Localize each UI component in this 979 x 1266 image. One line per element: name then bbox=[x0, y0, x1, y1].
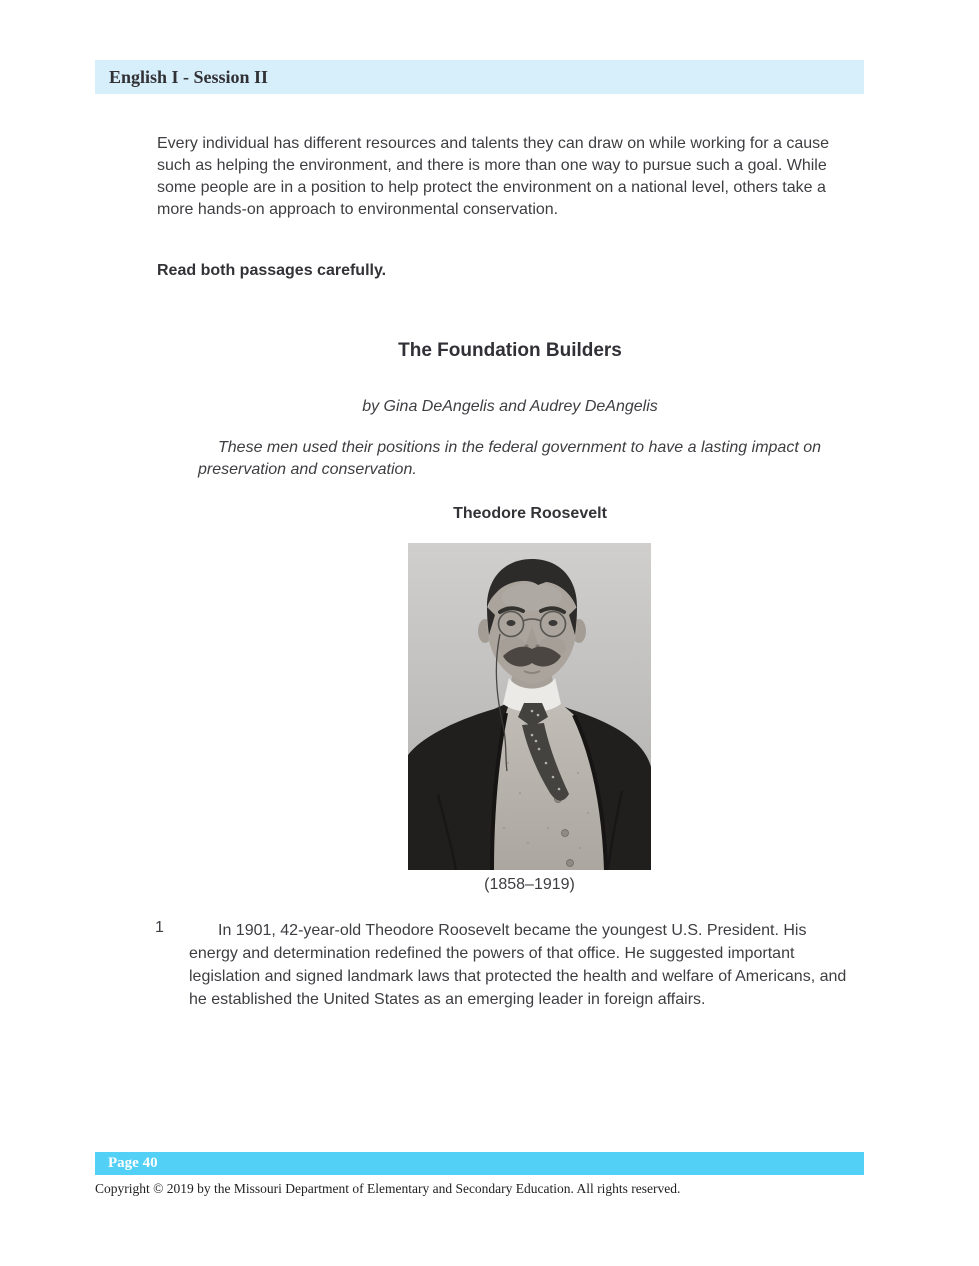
introduction-paragraph: Every individual has different resources and talents they can draw on while working for a cause such as helping the environment, and there is more than one way to pursue such a goal. While some people are in a position to help protect the environment on a national level, others take a more hands-on approach to environmental conservation. bbox=[157, 135, 830, 218]
passage-intro-italic: These men used their positions in the federal government to have a lasting impact on preservation and conservation. bbox=[198, 439, 822, 478]
portrait-photo-illustration bbox=[408, 543, 651, 870]
passage-title: The Foundation Builders bbox=[398, 340, 622, 361]
passage-byline: by Gina DeAngelis and Audrey DeAngelis bbox=[362, 398, 658, 415]
right-eye bbox=[549, 620, 558, 626]
session-header-bar bbox=[95, 60, 864, 94]
portrait-photo bbox=[408, 543, 651, 870]
copyright-notice: Copyright © 2019 by the Missouri Department of Elementary and Secondary Education. All rights reserved. bbox=[95, 1181, 681, 1196]
session-title: English I - Session II bbox=[109, 67, 269, 87]
left-eye bbox=[507, 620, 516, 626]
section-heading-theodore-roosevelt: Theodore Roosevelt bbox=[453, 505, 607, 522]
page-number-label: Page 40 bbox=[108, 1155, 158, 1171]
paragraph-number: 1 bbox=[155, 919, 164, 936]
page-footer-bar bbox=[95, 1152, 864, 1175]
paragraph-text: In 1901, 42-year-old Theodore Roosevelt became the youngest U.S. President. His energy and determination redefined the powers of that office. He suggested important legislation and signed landmark laws that protected the health and welfare of Americans, and he established the United States as an emerging leader in foreign affairs. bbox=[189, 922, 847, 1008]
photo-caption: (1858–1919) bbox=[484, 876, 575, 893]
directions-text: Read both passages carefully. bbox=[157, 262, 387, 279]
